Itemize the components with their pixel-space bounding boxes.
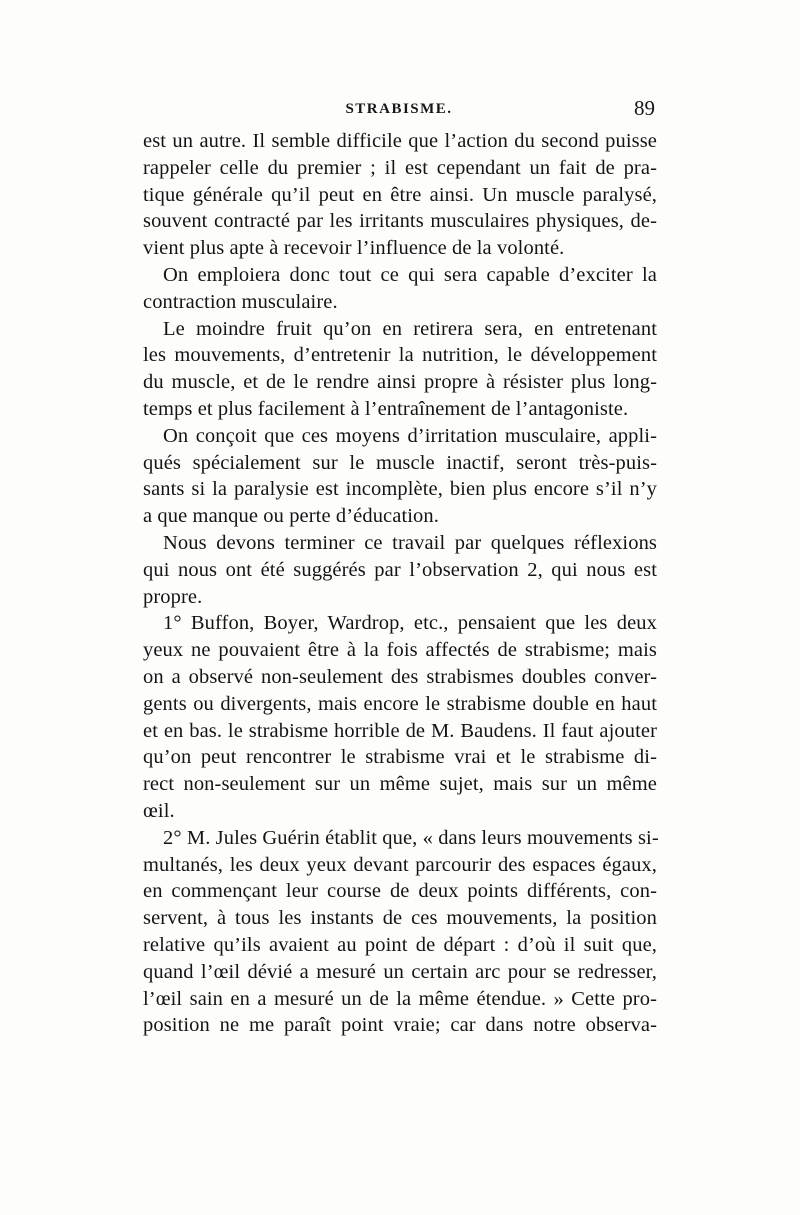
- text-line: qués spécialement sur le muscle inactif, seront très-puis-: [143, 451, 657, 474]
- text-line: tique générale qu’il peut en être ainsi. Un muscle paralysé,: [143, 183, 657, 206]
- text-line: sants si la paralysie est incomplète, bien plus encore s’il n’y: [143, 478, 657, 501]
- running-title: STRABISME.: [345, 101, 453, 117]
- text-line: vient plus apte à recevoir l’influence de la volonté.: [143, 237, 565, 260]
- text-line: œil.: [143, 799, 175, 822]
- text-line: qu’on peut rencontrer le strabisme vrai et le strabisme di-: [143, 746, 657, 769]
- text-line: propre.: [143, 585, 203, 608]
- text-line: temps et plus facilement à l’entraînement de l’antagoniste.: [143, 397, 629, 420]
- text-line: quand l’œil dévié a mesuré un certain arc pour se redresser,: [143, 960, 657, 983]
- text-line: est un autre. Il semble difficile que l’action du second puisse: [143, 130, 657, 152]
- text-line: rect non-seulement sur un même sujet, mais sur un même: [143, 773, 657, 796]
- text-line: On conçoit que ces moyens d’irritation musculaire, appli-: [163, 424, 657, 447]
- page-number: 89: [634, 96, 655, 120]
- text-line: 1° Buffon, Boyer, Wardrop, etc., pensaient que les deux: [163, 612, 657, 635]
- text-line: yeux ne pouvaient être à la fois affectés de strabisme; mais: [143, 639, 657, 662]
- text-line: qui nous ont été suggérés par l’observation 2, qui nous est: [143, 558, 657, 581]
- text-line: multanés, les deux yeux devant parcourir des espaces égaux,: [143, 853, 657, 876]
- text-line: Nous devons terminer ce travail par quelques réflexions: [163, 531, 657, 554]
- text-line: rappeler celle du premier ; il est cependant un fait de pra-: [143, 156, 657, 179]
- text-line: servent, à tous les instants de ces mouvements, la position: [143, 907, 657, 930]
- text-line: Le moindre fruit qu’on en retirera sera, en entretenant: [163, 317, 657, 340]
- text-line: l’œil sain en a mesuré un de la même étendue. » Cette pro-: [143, 987, 657, 1010]
- text-line: gents ou divergents, mais encore le strabisme double en haut: [143, 692, 657, 715]
- text-line: a que manque ou perte d’éducation.: [143, 505, 439, 528]
- text-line: On emploiera donc tout ce qui sera capable d’exciter la: [163, 263, 657, 286]
- text-line: contraction musculaire.: [143, 290, 338, 313]
- page-header: [143, 96, 655, 126]
- text-line: position ne me paraît point vraie; car dans notre observa-: [143, 1014, 657, 1037]
- text-line: relative qu’ils avaient au point de départ : d’où il suit que,: [143, 933, 657, 956]
- body-text: [143, 128, 657, 1039]
- text-line: du muscle, et de le rendre ainsi propre à résister plus long-: [143, 371, 657, 394]
- text-line: souvent contracté par les irritants musculaires physiques, de-: [143, 210, 657, 233]
- text-line: les mouvements, d’entretenir la nutrition, le développement: [143, 344, 657, 367]
- text-line: 2° M. Jules Guérin établit que, « dans leurs mouvements si-: [163, 826, 659, 849]
- text-line: on a observé non-seulement des strabismes doubles conver-: [143, 665, 657, 688]
- text-line: en commençant leur course de deux points différents, con-: [143, 880, 657, 903]
- text-line: et en bas. le strabisme horrible de M. Baudens. Il faut ajouter: [143, 719, 657, 742]
